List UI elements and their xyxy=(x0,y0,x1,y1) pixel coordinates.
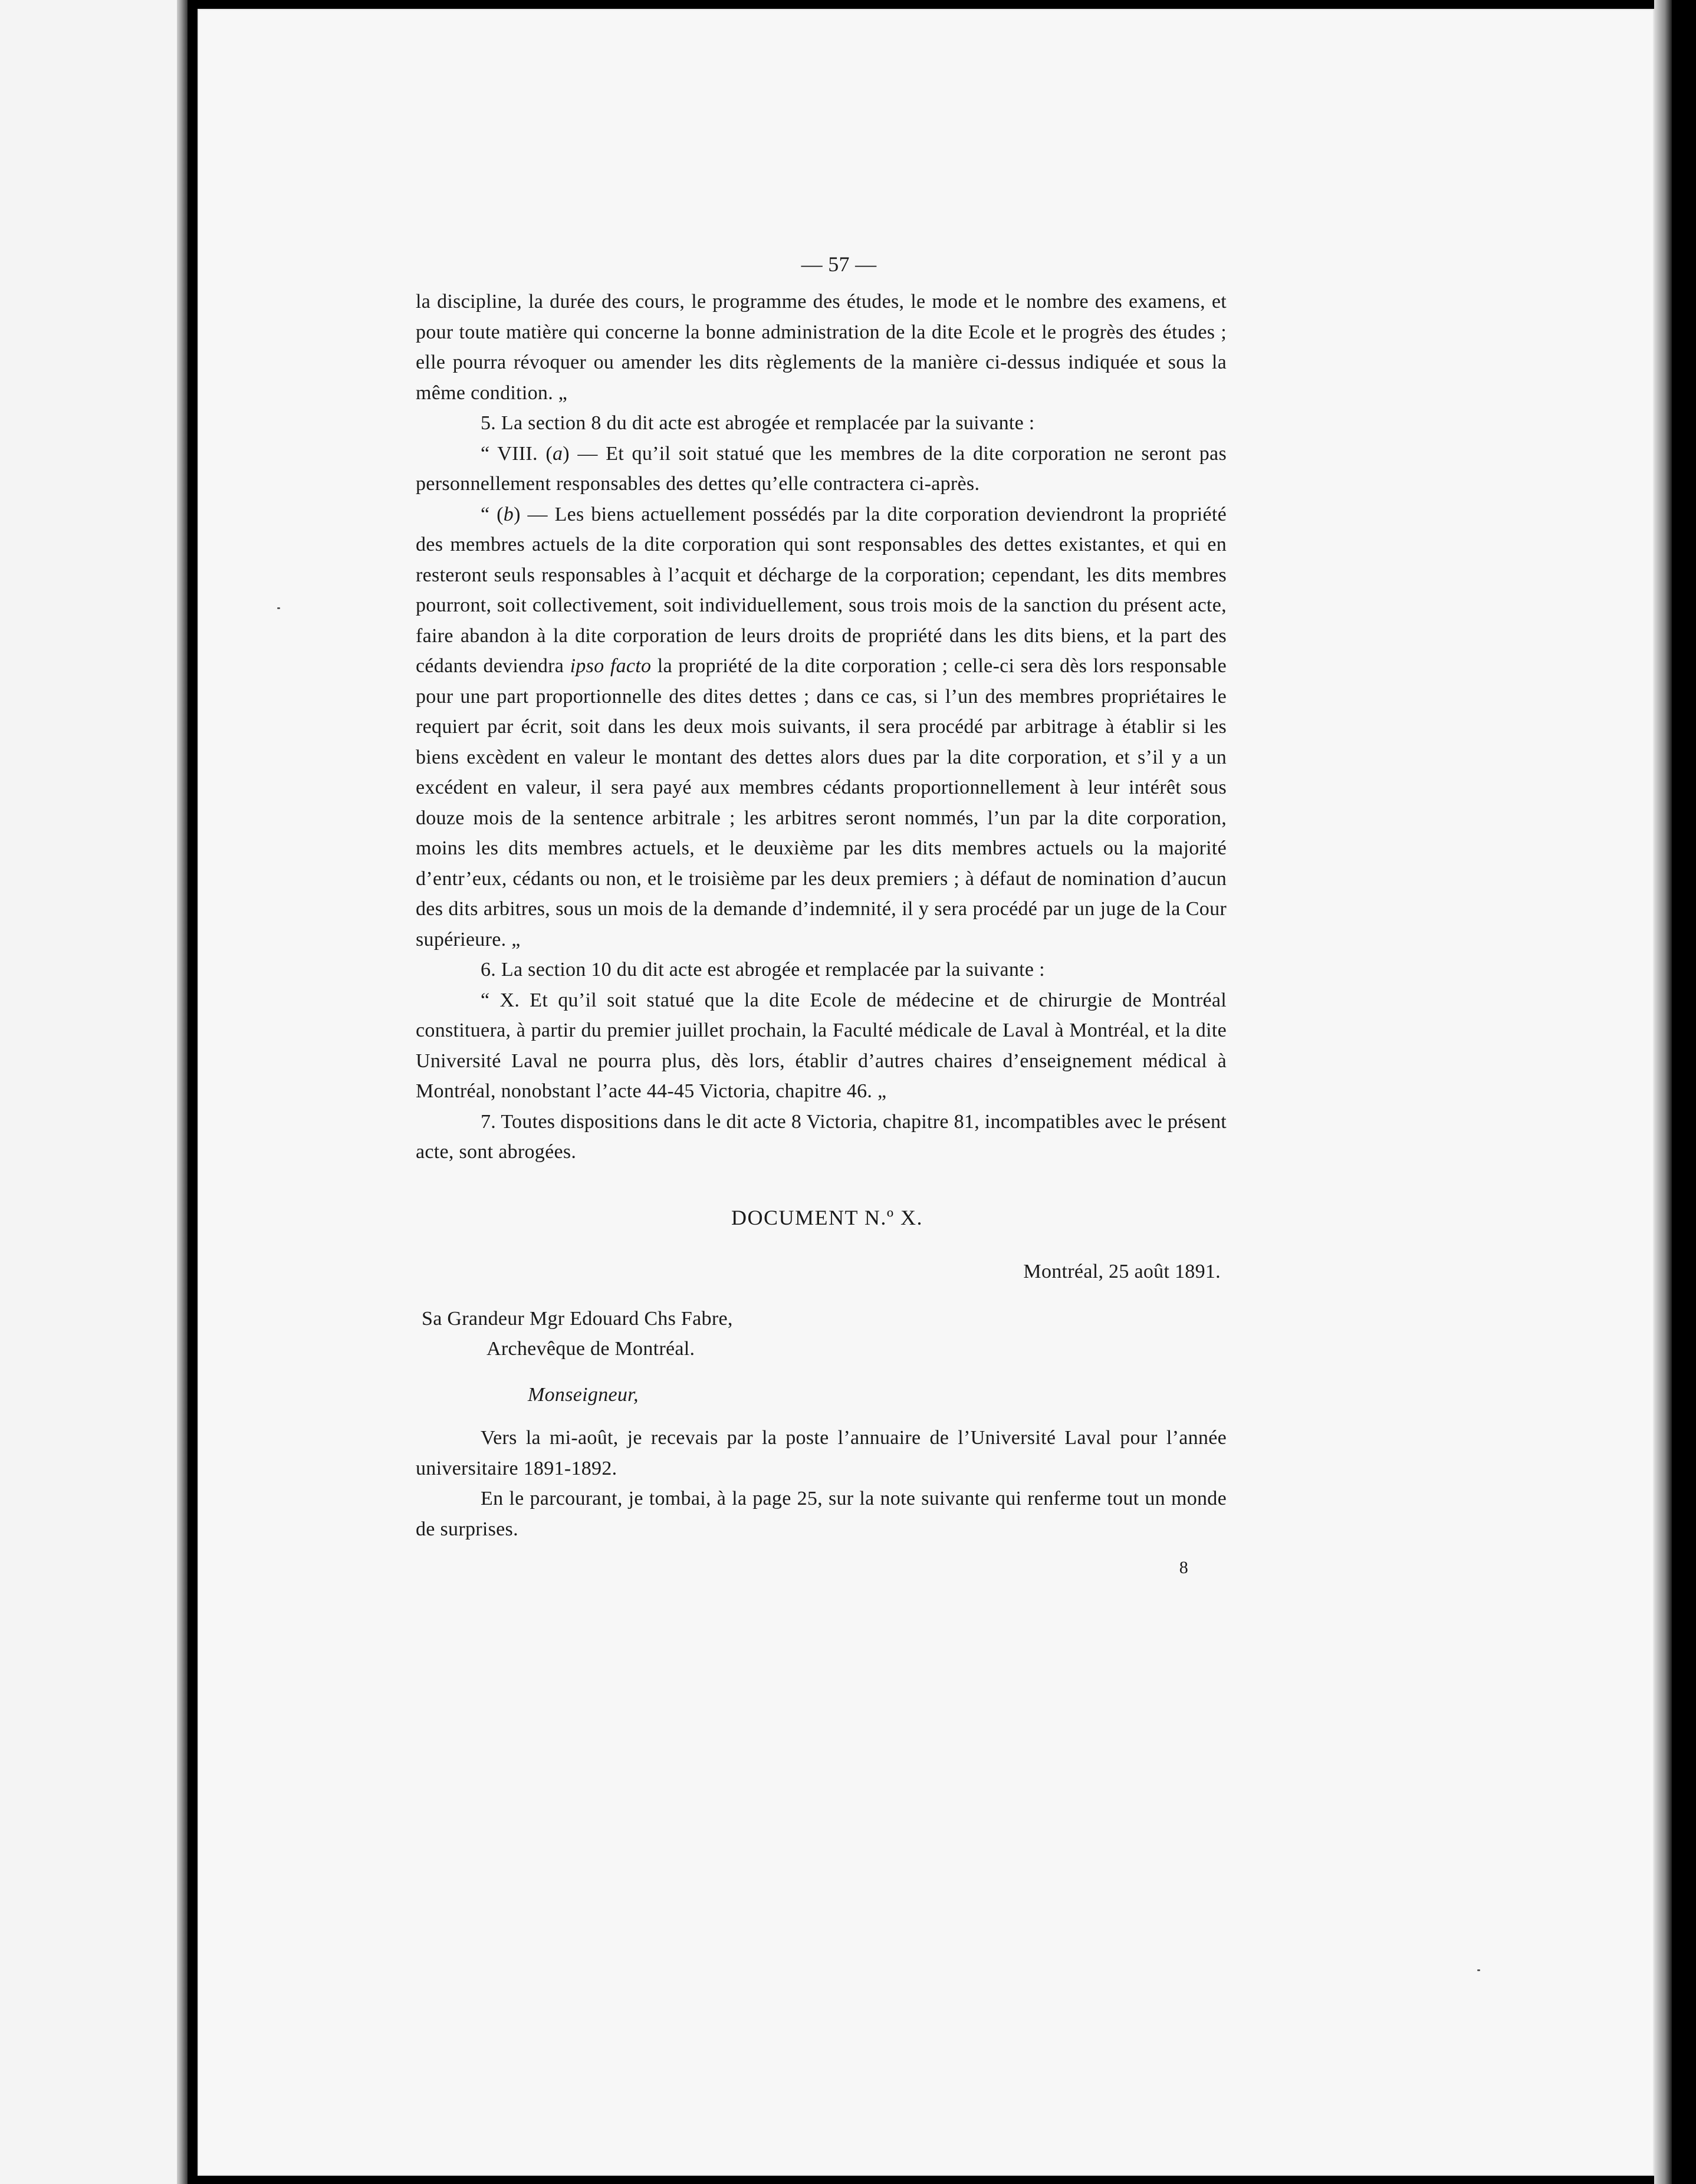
text-line: la discipline, la durée des cours, le programme des études, le mode et le nombre xyxy=(416,291,1095,313)
text-run: ) — Et qu’il soit statué que les membres de la dite corporation ne seront pas personnellement responsables des dettes qu’elle contractera ci-après. xyxy=(416,442,1227,495)
page-text xyxy=(416,248,1227,1583)
page-number: — 57 — xyxy=(801,252,877,276)
book-gutter xyxy=(177,0,188,2184)
scan-speck xyxy=(1477,1969,1480,1971)
section-6-paragraph: 6. La section 10 du dit acte est abrogée et remplacée par la suivante : xyxy=(481,959,1045,981)
text-line: dite Ecole et le progrès des études ; elle pourra révoquer ou amender les dits xyxy=(416,321,1227,373)
section-viii-b-paragraph xyxy=(416,499,1227,955)
page-fore-edge xyxy=(1654,0,1672,2184)
text-run: “ VIII. ( xyxy=(481,442,553,465)
text-line: des examens, et pour toute matière qui concerne la bonne administration de la xyxy=(416,291,1227,343)
subsection-letter: b xyxy=(503,503,514,525)
subsection-letter: a xyxy=(552,442,563,465)
section-x-paragraph: “ X. Et qu’il soit statué que la dite Ecole de médecine et de chirurgie de Montréal constituera, à partir du premier juillet prochain, la Faculté médicale de Laval à Montréal, et la dite Université Laval ne pourra plus, dès lors, établir d’autres chaires d’enseignement médical à Montréal, nonobstant l’acte 44-45 Victoria, chapitre 46. „ xyxy=(416,989,1227,1102)
letter-date: Montréal, 25 août 1891. xyxy=(1023,1261,1221,1282)
facing-page-edge xyxy=(0,0,182,2184)
text-run: “ ( xyxy=(481,503,504,525)
section-5-paragraph: 5. La section 8 du dit acte est abrogée et remplacée par la suivante : xyxy=(481,412,1035,434)
letter-paragraph: Vers la mi-août, je recevais par la poste l’annuaire de l’Université Laval pour l’année universitaire 1891-1892. xyxy=(416,1427,1227,1479)
printer-signature-mark: 8 xyxy=(1179,1558,1188,1577)
section-7-paragraph: 7. Toutes dispositions dans le dit acte 8 Victoria, chapitre 81, incompatibles avec le présent acte, sont abrogées. xyxy=(416,1110,1227,1163)
section-viii-a-paragraph xyxy=(416,439,1227,499)
addressee-name: Sa Grandeur Mgr Edouard Chs Fabre, xyxy=(422,1307,733,1330)
letter-paragraph: En le parcourant, je tombai, à la page 25, sur la note suivante qui renferme tout un monde de surprises. xyxy=(416,1488,1227,1540)
text-run: ) — Les biens actuellement possédés par la dite corporation deviendront la propriété des membres actuels de la dite corporation qui sont responsables des dettes existantes, et qui en resteront seuls responsables à l’acquit et décharge de la corporation; cependant, les dits membres pourront, soit collectivement, soit individuellement, sous trois mois de la sanction du présent acte, faire abandon à la dite corporation de leurs droits de propriété dans les dits biens, et la part des cédants deviendra xyxy=(416,503,1227,677)
latin-phrase: ipso facto xyxy=(570,655,652,677)
addressee-title: Archevêque de Montréal. xyxy=(487,1338,695,1360)
letter-salutation: Monseigneur, xyxy=(528,1383,639,1406)
text-run: la propriété de la dite corporation ; celle-ci sera dès lors responsable pour une part proportionnelle des dites dettes ; dans ce cas, si l’un des membres propriétaires le requiert par écrit, soit dans les deux mois suivants, il sera procédé par arbitrage à établir si les biens excèdent en valeur le montant des dettes alors dues par la dite corporation, et s’il y a un excédent en valeur, il sera payé aux membres cédants proportionnellement à leur intérêt sous douze mois de la sentence arbitrale ; les arbitres seront nommés, l’un par la dite corporation, moins les dits membres actuels, et le deuxième par les dits membres actuels ou la majorité d’entr’eux, cédants ou non, et le troisième par les deux premiers ; à défaut de nomination d’aucun des dits arbitres, sous un mois de la demande d’indemnité, il y sera procédé par un juge de la Cour supérieure. „ xyxy=(416,655,1227,950)
continued-paragraph xyxy=(416,287,1227,408)
scan-speck xyxy=(277,607,280,609)
text-line: règlements de la manière ci-dessus indiquée et sous la même condition. „ xyxy=(416,351,1227,404)
document-heading: DOCUMENT N.º X. xyxy=(731,1205,923,1229)
